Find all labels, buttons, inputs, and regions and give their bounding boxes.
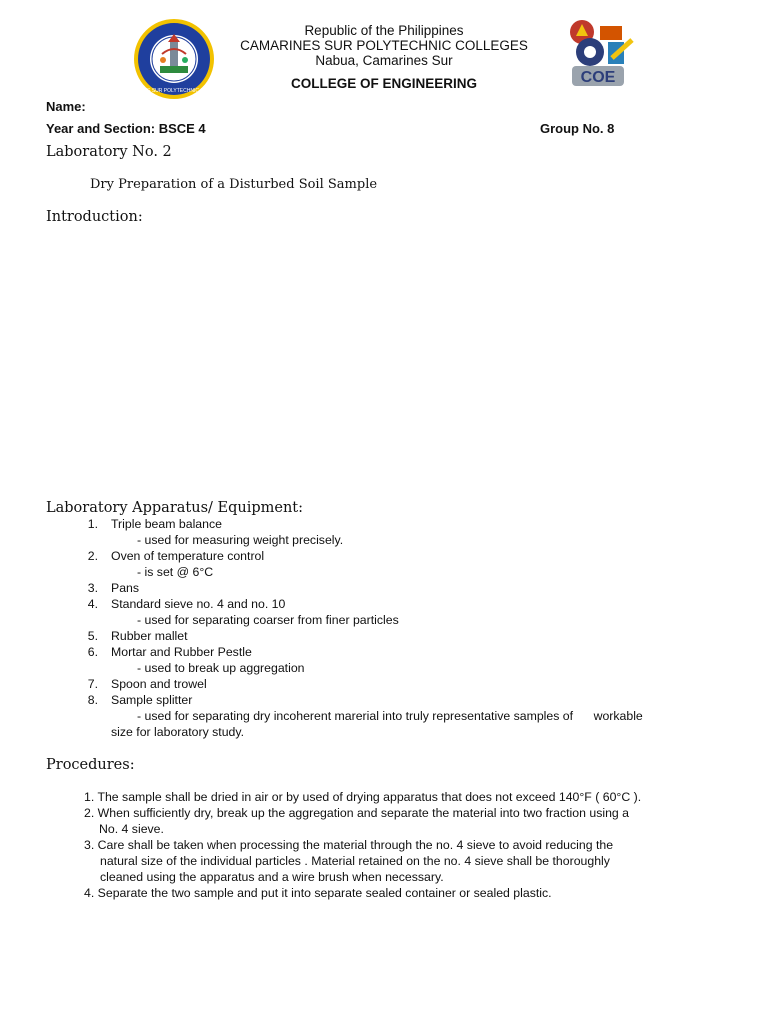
item-note: - used to break up aggregation [137,661,305,675]
item-number: 5. [87,629,98,643]
item-number: 1. [87,517,98,531]
header-location: Nabua, Camarines Sur [315,53,453,68]
item-note: - is set @ 6°C [137,565,214,579]
procedure-step: 2. When sufficiently dry, break up the aggregation and separate the material into two fraction using a [84,806,630,820]
item-name: Mortar and Rubber Pestle [111,645,252,659]
item-name: Pans [111,581,140,595]
procedure-step-continued: No. 4 sieve. [99,822,164,836]
item-number: 6. [87,645,98,659]
group-number: Group No. 8 [540,121,615,136]
procedure-step: 3. Care shall be taken when processing the material through the no. 4 sieve to avoid reducing the [84,838,614,852]
item-name: Triple beam balance [111,517,222,531]
apparatus-heading: Laboratory Apparatus/ Equipment: [46,500,304,516]
item-note: - used for measuring weight precisely. [137,533,344,547]
procedure-step-continued: cleaned using the apparatus and a wire brush when necessary. [100,870,444,884]
procedure-step-continued: natural size of the individual particles . Material retained on the no. 4 sieve shall be thoroughly [100,854,610,868]
name-label: Name: [46,99,86,114]
intro-heading: Introduction: [46,209,143,225]
item-note-continued: size for laboratory study. [111,725,245,739]
item-number: 7. [87,677,98,691]
item-number: 2. [87,549,98,563]
procedure-step: 1. The sample shall be dried in air or by used of drying apparatus that does not exceed 140°F ( 60°C ). [84,790,642,804]
item-note: - used for separating coarser from finer particles [137,613,399,627]
procedures-heading: Procedures: [46,757,135,773]
seal-text: CAMARINES SUR POLYTECHNIC COLLEGES [120,88,228,94]
header-college: COLLEGE OF ENGINEERING [290,76,477,91]
header-republic: Republic of the Philippines [304,23,464,38]
year-section: Year and Section: BSCE 4 [46,121,206,136]
item-number: 4. [87,597,98,611]
item-name: Sample splitter [111,693,193,707]
procedure-step: 4. Separate the two sample and put it into separate sealed container or sealed plastic. [84,886,552,900]
item-name: Rubber mallet [111,629,188,643]
item-name: Oven of temperature control [111,549,265,563]
item-number: 3. [87,581,98,595]
item-name: Standard sieve no. 4 and no. 10 [111,597,286,611]
coe-text: COE [580,69,616,86]
item-note: - used for separating dry incoherent marerial into truly representative samples of workable [137,709,643,723]
item-number: 8. [87,693,98,707]
lab-title: Dry Preparation of a Disturbed Soil Sample [90,177,378,192]
lab-number: Laboratory No. 2 [46,144,172,160]
item-name: Spoon and trowel [111,677,207,691]
header-institution: CAMARINES SUR POLYTECHNIC COLLEGES [240,38,528,53]
